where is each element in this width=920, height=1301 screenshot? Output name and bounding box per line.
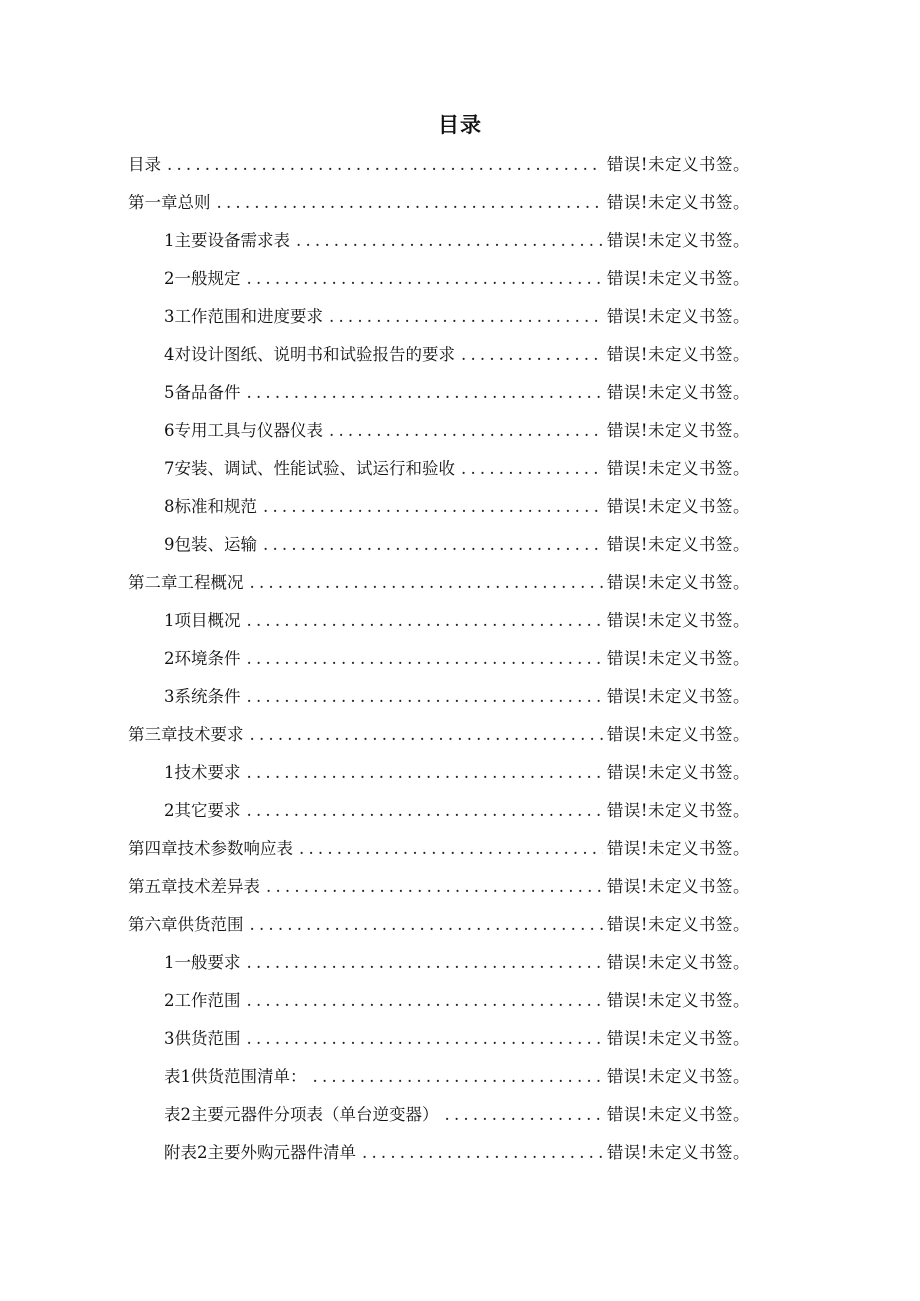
toc-entry-page-ref: 错误!未定义书签。 — [606, 193, 750, 212]
toc-dot-leader — [217, 184, 603, 222]
toc-dot-leader — [250, 716, 603, 754]
toc-dot-leader — [263, 526, 603, 564]
toc-entry-label: 第三章技术要求 — [128, 725, 244, 744]
toc-entry-label: 表1供货范围清单： — [164, 1067, 307, 1086]
toc-entry[interactable] — [128, 678, 750, 716]
toc-dot-leader — [247, 754, 603, 792]
toc-entry-page-ref: 错误!未定义书签。 — [606, 687, 750, 706]
toc-entry-page-ref: 错误!未定义书签。 — [606, 1067, 750, 1086]
toc-entry-page-ref: 错误!未定义书签。 — [606, 915, 750, 934]
toc-entry-label: 7安装、调试、性能试验、试运行和验收 — [164, 459, 455, 478]
toc-dot-leader — [250, 564, 603, 602]
toc-entry[interactable] — [128, 906, 750, 944]
toc-dot-leader — [263, 488, 603, 526]
toc-entry-label: 第五章技术差异表 — [128, 877, 260, 896]
toc-entry-label: 1主要设备需求表 — [164, 231, 290, 250]
toc-entry-label: 5备品备件 — [164, 383, 241, 402]
toc-dot-leader — [266, 868, 603, 906]
toc-entry-page-ref: 错误!未定义书签。 — [606, 953, 750, 972]
toc-entry[interactable] — [128, 716, 750, 754]
toc-entry[interactable] — [128, 374, 750, 412]
toc-entry[interactable] — [128, 944, 750, 982]
toc-dot-leader — [247, 982, 603, 1020]
toc-entry-page-ref: 错误!未定义书签。 — [606, 421, 750, 440]
toc-entry-label: 8标准和规范 — [164, 497, 257, 516]
toc-entry[interactable] — [128, 564, 750, 602]
toc-entry-page-ref: 错误!未定义书签。 — [606, 573, 750, 592]
toc-entry-label: 1技术要求 — [164, 763, 241, 782]
toc-dot-leader — [247, 678, 603, 716]
toc-entry-page-ref: 错误!未定义书签。 — [606, 839, 750, 858]
toc-dot-leader — [247, 602, 603, 640]
toc-dot-leader — [296, 222, 603, 260]
toc-entry-page-ref: 错误!未定义书签。 — [606, 535, 750, 554]
toc-entry[interactable] — [128, 222, 750, 260]
toc-entry-page-ref: 错误!未定义书签。 — [606, 763, 750, 782]
toc-entry[interactable] — [128, 982, 750, 1020]
toc-entry-page-ref: 错误!未定义书签。 — [606, 877, 750, 896]
toc-entry[interactable] — [128, 602, 750, 640]
toc-entry-page-ref: 错误!未定义书签。 — [606, 459, 750, 478]
toc-entry[interactable] — [128, 260, 750, 298]
toc-dot-leader — [247, 944, 603, 982]
toc-entry-label: 1项目概况 — [164, 611, 241, 630]
toc-entry[interactable] — [128, 184, 750, 222]
toc-entry-page-ref: 错误!未定义书签。 — [606, 269, 750, 288]
toc-dot-leader — [362, 1134, 603, 1172]
toc-entry-page-ref: 错误!未定义书签。 — [606, 801, 750, 820]
toc-entry[interactable] — [128, 1058, 750, 1096]
toc-entry-page-ref: 错误!未定义书签。 — [606, 155, 750, 174]
toc-entry[interactable] — [128, 792, 750, 830]
toc-entry-page-ref: 错误!未定义书签。 — [606, 991, 750, 1010]
toc-entry-label: 第二章工程概况 — [128, 573, 244, 592]
toc-entry-page-ref: 错误!未定义书签。 — [606, 307, 750, 326]
toc-dot-leader — [329, 412, 603, 450]
toc-entry-page-ref: 错误!未定义书签。 — [606, 383, 750, 402]
toc-entry-label: 9包装、运输 — [164, 535, 257, 554]
toc-entry[interactable] — [128, 1134, 750, 1172]
toc-dot-leader — [247, 792, 603, 830]
toc-dot-leader — [167, 146, 603, 184]
toc-entry-page-ref: 错误!未定义书签。 — [606, 231, 750, 250]
toc-entry[interactable] — [128, 640, 750, 678]
toc-entry[interactable] — [128, 754, 750, 792]
toc-entry-page-ref: 错误!未定义书签。 — [606, 497, 750, 516]
toc-dot-leader — [445, 1096, 603, 1134]
toc-entry[interactable] — [128, 868, 750, 906]
toc-entry[interactable] — [128, 412, 750, 450]
toc-entry-page-ref: 错误!未定义书签。 — [606, 1105, 750, 1124]
toc-entry[interactable] — [128, 526, 750, 564]
toc-entry[interactable] — [128, 488, 750, 526]
toc-dot-leader — [247, 260, 603, 298]
toc-dot-leader — [299, 830, 603, 868]
toc-dot-leader — [247, 1020, 603, 1058]
toc-entry-label: 4对设计图纸、说明书和试验报告的要求 — [164, 345, 455, 364]
toc-entry-page-ref: 错误!未定义书签。 — [606, 649, 750, 668]
toc-entry-label: 第六章供货范围 — [128, 915, 244, 934]
toc-dot-leader — [247, 374, 603, 412]
toc-entry[interactable] — [128, 146, 750, 184]
toc-entry-label: 附表2主要外购元器件清单 — [164, 1143, 356, 1162]
toc-dot-leader — [313, 1058, 603, 1096]
toc-dot-leader — [329, 298, 603, 336]
toc-entry-label: 3系统条件 — [164, 687, 241, 706]
toc-entry-page-ref: 错误!未定义书签。 — [606, 1143, 750, 1162]
toc-dot-leader — [247, 640, 603, 678]
toc-entry-label: 目录 — [128, 155, 161, 174]
toc-entry-label: 1一般要求 — [164, 953, 241, 972]
toc-entry[interactable] — [128, 830, 750, 868]
toc-entry[interactable] — [128, 298, 750, 336]
toc-entry-label: 第四章技术参数响应表 — [128, 839, 293, 858]
toc-entry[interactable] — [128, 1020, 750, 1058]
toc-entry-page-ref: 错误!未定义书签。 — [606, 611, 750, 630]
toc-entry[interactable] — [128, 336, 750, 374]
toc-entry-label: 2一般规定 — [164, 269, 241, 288]
toc-entry-label: 2工作范围 — [164, 991, 241, 1010]
toc-entry-label: 2环境条件 — [164, 649, 241, 668]
toc-entry-label: 6专用工具与仪器仪表 — [164, 421, 323, 440]
toc-entry[interactable] — [128, 1096, 750, 1134]
toc-entry-page-ref: 错误!未定义书签。 — [606, 345, 750, 364]
toc-entry-label: 3工作范围和进度要求 — [164, 307, 323, 326]
toc-entry-label: 2其它要求 — [164, 801, 241, 820]
toc-dot-leader — [250, 906, 603, 944]
toc-title: 目录 — [438, 113, 482, 137]
toc-entry-label: 第一章总则 — [128, 193, 211, 212]
toc-entry-page-ref: 错误!未定义书签。 — [606, 725, 750, 744]
toc-dot-leader — [461, 450, 603, 488]
toc-list — [128, 146, 750, 1172]
toc-entry-page-ref: 错误!未定义书签。 — [606, 1029, 750, 1048]
toc-entry[interactable] — [128, 450, 750, 488]
toc-entry-label: 3供货范围 — [164, 1029, 241, 1048]
toc-dot-leader — [461, 336, 603, 374]
toc-entry-label: 表2主要元器件分项表（单台逆变器） — [164, 1105, 439, 1124]
